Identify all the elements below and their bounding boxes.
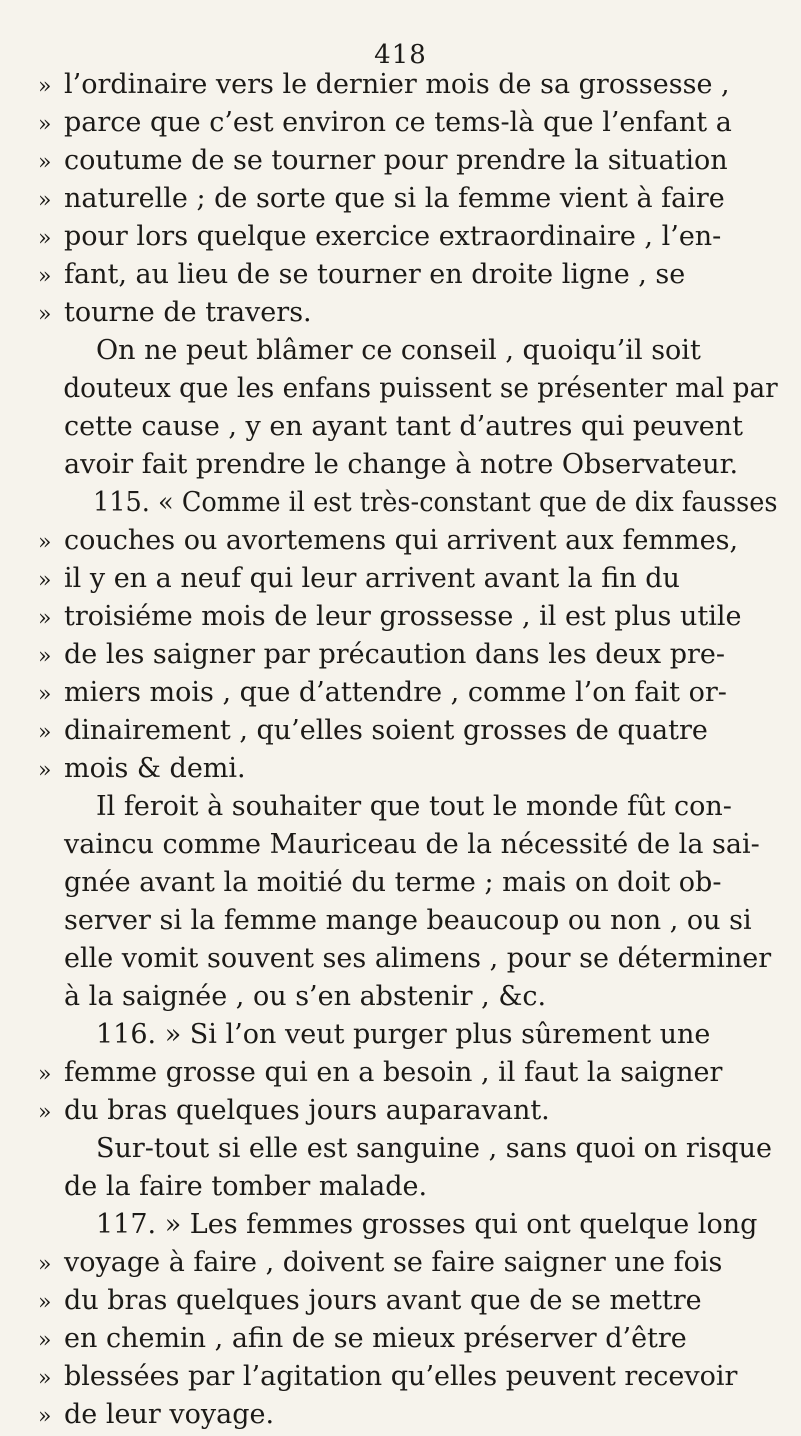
line-text: 116. » Si l’on veut purger plus sûrement une [96,1019,711,1050]
line-text: mois & demi. [64,753,246,784]
text-line [38,902,778,940]
body-text [38,66,778,1434]
line-text: On ne peut blâmer ce conseil , quoiqu’il soit [96,335,701,366]
line-text: coutume de se tourner pour prendre la situation [64,145,728,176]
quote-mark: » [38,74,52,99]
line-text: gnée avant la moitié du terme ; mais on doit ob- [64,867,722,898]
text-line [38,1396,778,1434]
quote-mark: » [38,720,52,745]
line-text: couches ou avortemens qui arrivent aux femmes, [64,525,739,556]
quote-mark: » [38,188,52,213]
line-text: de les saigner par précaution dans les deux pre- [64,639,725,670]
text-line [38,370,778,408]
text-line [38,1016,778,1054]
text-line [38,940,778,978]
quote-mark: » [38,1290,52,1315]
line-text: avoir fait prendre le change à notre Observateur. [64,449,739,480]
line-text: il y en a neuf qui leur arrivent avant la fin du [64,563,680,594]
text-line [38,180,778,218]
line-text: fant, au lieu de se tourner en droite ligne , se [64,259,686,290]
line-text: tourne de travers. [64,297,312,328]
line-text: femme grosse qui en a besoin , il faut la saigner [64,1057,723,1088]
line-text: server si la femme mange beaucoup ou non , ou si [64,905,752,936]
line-text: pour lors quelque exercice extraordinaire , l’en- [64,221,722,252]
line-text: parce que c’est environ ce tems-là que l’enfant a [64,107,732,138]
line-text: Sur-tout si elle est sanguine , sans quoi on risque [96,1133,772,1164]
text-line [38,636,778,674]
text-line [38,1244,778,1282]
text-line [38,332,778,370]
quote-mark: » [38,1404,52,1429]
text-line [38,484,778,522]
quote-mark: » [38,530,52,555]
line-text: Il feroit à souhaiter que tout le monde fût con- [96,791,732,822]
text-line [38,1206,778,1244]
line-text: du bras quelques jours avant que de se mettre [64,1285,702,1316]
line-text: dinairement , qu’elles soient grosses de quatre [64,715,708,746]
text-line [38,256,778,294]
text-line [38,788,778,826]
line-text: de la faire tomber malade. [64,1171,428,1202]
text-line [38,1092,778,1130]
quote-mark: » [38,568,52,593]
line-text: 115. « Comme il est très-constant que de dix fausses [92,487,778,518]
line-text: l’ordinaire vers le dernier mois de sa grossesse , [64,69,730,100]
text-line [38,560,778,598]
line-text: miers mois , que d’attendre , comme l’on fait or- [64,677,727,708]
line-text: voyage à faire , doivent se faire saigner une fois [64,1247,723,1278]
line-text: douteux que les enfans puissent se présenter mal par [63,373,778,404]
quote-mark: » [38,150,52,175]
quote-mark: » [38,644,52,669]
text-line [38,522,778,560]
text-line [38,1130,778,1168]
quote-mark: » [38,226,52,251]
quote-mark: » [38,1100,52,1125]
line-text: 117. » Les femmes grosses qui ont quelque long [96,1209,758,1240]
text-line [38,978,778,1016]
quote-mark: » [38,112,52,137]
quote-mark: » [38,302,52,327]
text-line [38,826,778,864]
text-line [38,1358,778,1396]
quote-mark: » [38,758,52,783]
text-line [38,1168,778,1206]
line-text: cette cause , y en ayant tant d’autres qui peuvent [64,411,743,442]
quote-mark: » [38,1328,52,1353]
text-line [38,1320,778,1358]
line-text: de leur voyage. [64,1399,275,1430]
quote-mark: » [38,1062,52,1087]
text-line [38,408,778,446]
line-text: du bras quelques jours auparavant. [64,1095,550,1126]
line-text: à la saignée , ou s’en abstenir , &c. [64,981,547,1012]
text-line [38,218,778,256]
page-number: 418 [374,40,427,70]
text-line [38,294,778,332]
quote-mark: » [38,264,52,289]
line-text: troisiéme mois de leur grossesse , il est plus utile [64,601,742,632]
quote-mark: » [38,682,52,707]
text-line [38,1054,778,1092]
line-text: elle vomit souvent ses alimens , pour se déterminer [64,943,772,974]
text-line [38,712,778,750]
text-line [38,142,778,180]
line-text: naturelle ; de sorte que si la femme vient à faire [64,183,725,214]
text-line [38,1282,778,1320]
line-text: en chemin , afin de se mieux préserver d’être [64,1323,687,1354]
text-line [38,66,778,104]
line-text: vaincu comme Mauriceau de la nécessité de la sai- [64,829,760,860]
text-line [38,104,778,142]
quote-mark: » [38,1366,52,1391]
text-line [38,598,778,636]
text-line [38,864,778,902]
text-line [38,750,778,788]
quote-mark: » [38,606,52,631]
text-line [38,674,778,712]
quote-mark: » [38,1252,52,1277]
line-text: blessées par l’agitation qu’elles peuvent recevoir [64,1361,738,1392]
text-line [38,446,778,484]
